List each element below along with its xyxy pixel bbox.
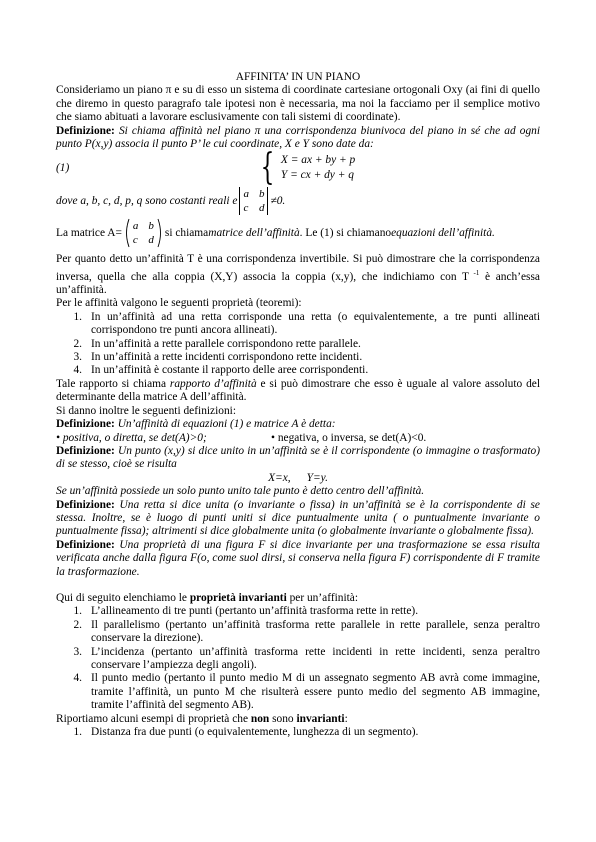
- list-item: 3. L’incidenza (pertanto un’affinità trasforma rette incidenti in rette incidenti, senza peraltro conservare l’ampiezza degli angoli).: [73, 645, 540, 672]
- sign-bullets: [56, 432, 540, 445]
- bullet-negative: • negativa, o inversa, se det(A)<0.: [271, 431, 427, 444]
- centre-paragraph: Se un’affinità possiede un solo punto unito tale punto è detto centro dell’affinità.: [56, 485, 425, 498]
- matrix-a: a b c d: [124, 218, 163, 248]
- list-item: 1. In un’affinità ad una retta corrisponde una retta (o equivalentemente, a tre punti allineati corrispondono tre punti ancora allineati).: [73, 310, 540, 337]
- ratio-paragraph: Tale rapporto si chiama rapporto d’affinità e si può dimostrare che esso è uguale al valore assoluto del determinante della matrice A dell’affinità.: [56, 377, 540, 404]
- brace-symbol: {: [260, 147, 275, 189]
- list-item: 4. Il punto medio (pertanto il punto medio M di un assegnato segmento AB avrà come immagine, tramite l’affinità, un punto M che risulterà essere punto medio del segmento AB immagine, tramite l’affinità del segmento AB).: [73, 672, 540, 712]
- definition-affinity: Definizione: Si chiama affinità nel piano π una corrispondenza biunivoca del piano in sé che ad ogni punto P(x,y) associa il punto P’ le cui coordinate, X e Y sono date da:: [56, 124, 540, 151]
- invariants-list: [56, 605, 540, 712]
- determinant-line: dove a, b, c, d, p, q sono costanti reali e a b c d ≠0.: [56, 187, 286, 214]
- list-item: 2. Il parallelismo (pertanto un’affinità trasforma rette parallele in rette parallele, senza peraltro conservare la direzione).: [73, 618, 540, 645]
- intro-paragraph: Consideriamo un piano π e su di esso un sistema di coordinate cartesiane ortogonali Oxy (ai fini di quello che diremo in questo paragrafo tale ipotesi non è necessaria, ma noi la facciamo per il semplice motivo che siamo abituati a lavorare esclusivamente con tali sistemi di coordinate).: [56, 84, 540, 124]
- definition-sign: Definizione: Un’affinità di equazioni (1) e matrice A è detta:: [56, 418, 336, 431]
- properties-list: [56, 311, 540, 378]
- list-item: 1. L’allineamento di tre punti (pertanto un’affinità trasforma rette in rette).: [73, 605, 419, 618]
- definition-invariant: Definizione: Una proprietà di una figura F si dice invariante per una trasformazione se essa risulta verificata anche dalla figura F(o, come suol dirsi, si conserva nella figura F) corrispondente di F tramite la trasformazione.: [56, 538, 540, 578]
- document-page: [56, 71, 540, 739]
- determinant-matrix: a b c d: [239, 187, 268, 215]
- list-item: 3. In un’affinità a rette incidenti corrispondono rette incidenti.: [73, 351, 363, 364]
- more-definitions: Si danno inoltre le seguenti definizioni:: [56, 404, 236, 417]
- equation-x: X = ax + by + p: [280, 154, 356, 167]
- bullet-positive: • positiva, o diretta, se det(A)>0;: [56, 431, 207, 444]
- page-title: AFFINITA’ IN UN PIANO: [235, 71, 361, 83]
- non-invariants-list: [56, 726, 540, 739]
- equations-block: [56, 147, 540, 189]
- equation-system: [256, 147, 356, 189]
- invariants-intro: Qui di seguito elenchiamo le proprietà invarianti per un’affinità:: [56, 591, 359, 604]
- inverse-paragraph: Per quanto detto un’affinità T è una corrispondenza invertibile. Si può dimostrare che la corrispondenza inversa, quella che alla coppia (X,Y) associa la coppia (x,y), che indichiamo con T $^{-1}$ è anch’essa un’affinità.: [56, 253, 540, 297]
- list-item: 2. In un’affinità a rette parallele corrispondono rette parallele.: [73, 337, 361, 350]
- equation-y: Y = cx + dy + q: [280, 169, 354, 182]
- list-item: 1. Distanza fra due punti (o equivalentemente, lunghezza di un segmento).: [73, 726, 419, 739]
- matrix-line: La matrice A= a b c d si chiama matrice dell’affinità . Le (1) si chiamano equazioni dell’affinità.: [56, 217, 540, 249]
- definition-fixed-line: Definizione: Una retta si dice unita (o invariante o fissa) in un’affinità se è la corrispondente di se stessa. Inoltre, se è luogo di punti uniti si dice puntualmente unita ( o puntualmente invariante o puntualmente fissa); altrimenti si dice globalmente unita (o globalmente invariante o globalmente fissa).: [56, 498, 540, 538]
- fixed-point-equations: X=x, Y=y.: [268, 471, 328, 484]
- definition-fixed-point: Definizione: Un punto (x,y) si dice unito in un’affinità se è il corrispondente (o immagine o trasformato) di se stesso, cioè se risulta: [56, 444, 540, 471]
- non-invariants-intro: Riportiamo alcuni esempi di proprietà che non sono invarianti:: [56, 712, 348, 725]
- list-item: 4. In un’affinità è costante il rapporto delle aree corrispondenti.: [73, 364, 369, 377]
- equation-label: (1): [56, 161, 70, 174]
- properties-intro: Per le affinità valgono le seguenti proprietà (teoremi):: [56, 297, 302, 310]
